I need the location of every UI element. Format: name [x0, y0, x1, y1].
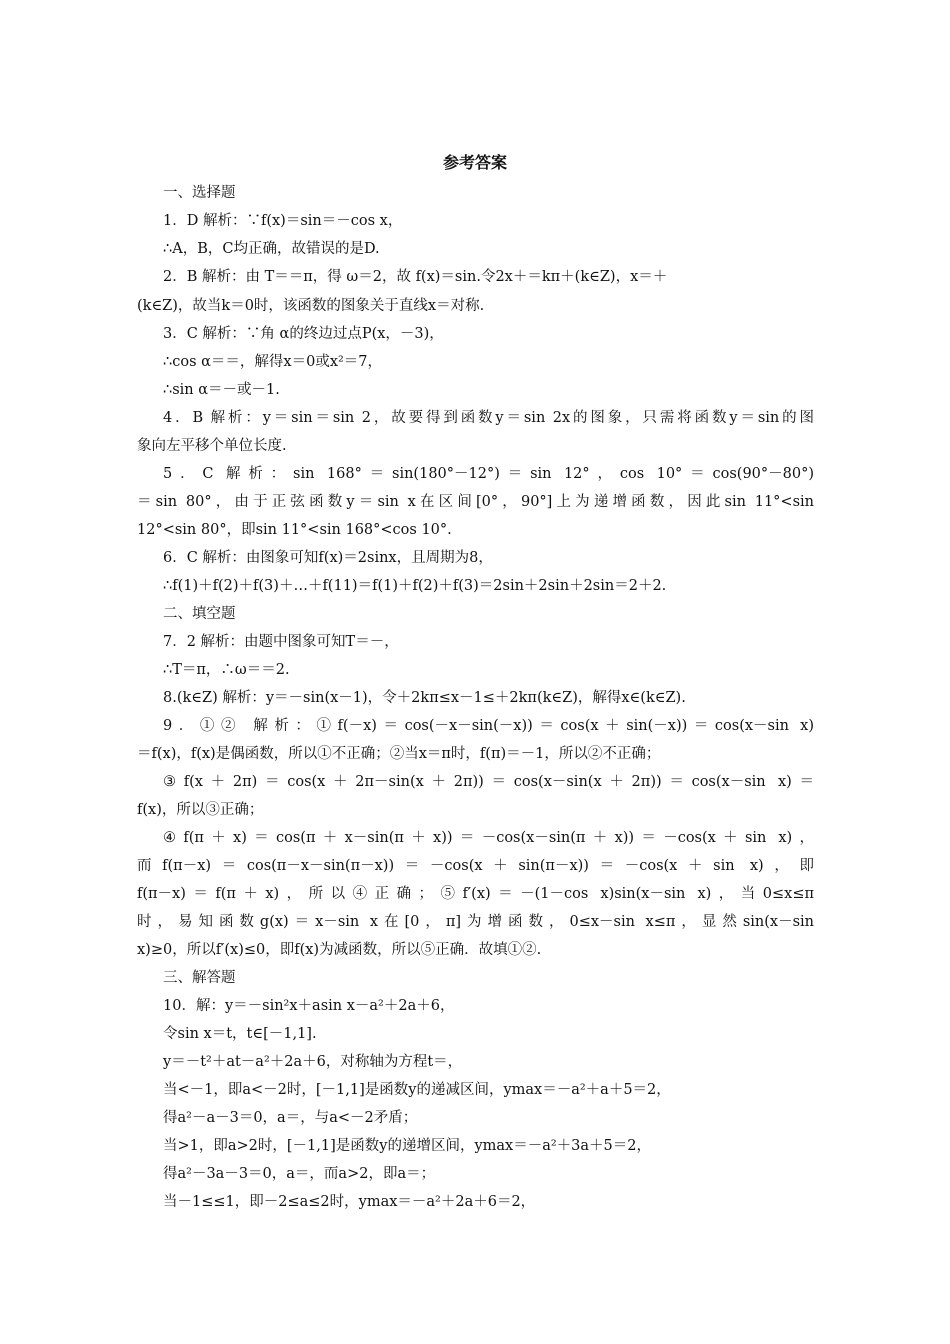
answer-10-line-5: 得a²－a－3＝0，a＝，与a<－2矛盾； — [163, 1110, 418, 1126]
answer-5-line-1: 5．C 解析：sin 168°＝sin(180°－12°)＝sin 12°，cos 10°＝cos(90°－80°) — [163, 466, 814, 482]
answer-10-line-1: 10．解：y＝－sin²x＋asin x－a²＋2a＋6， — [163, 998, 455, 1014]
answer-10-line-3: y＝－t²＋at－a²＋2a＋6，对称轴为方程t＝， — [163, 1054, 463, 1070]
answer-9-line-7: f(π－x)＝f(π＋x)，所以④正确；⑤f′(x)＝－(1－cos x)sin(x－sin x)，当0≤x≤π — [137, 886, 814, 902]
answer-9-line-4: f(x)，所以③正确； — [137, 802, 264, 818]
answer-3-line-2: ∴cos α＝＝，解得x＝0或x²＝7， — [163, 354, 383, 370]
answer-9-line-2: ＝f(x)，f(x)是偶函数，所以①不正确；②当x＝π时，f(π)＝－1，所以②不正确； — [137, 746, 661, 762]
answer-3-line-1: 3．C 解析：∵角 α的终边过点P(x，－3)， — [163, 326, 444, 342]
answer-10-line-8: 当－1≤≤1，即－2≤a≤2时，ymax＝－a²＋2a＋6＝2， — [163, 1194, 536, 1210]
answer-10-line-2: 令sin x＝t，t∈[－1,1]. — [163, 1026, 317, 1042]
answer-2-line-1: 2．B 解析：由 T＝＝π，得 ω＝2，故 f(x)＝sin.令2x＋＝kπ＋(k∈Z)，x＝＋ — [163, 269, 668, 285]
answer-10-line-6: 当>1，即a>2时，[－1,1]是函数y的递增区间，ymax＝－a²＋3a＋5＝2， — [163, 1138, 651, 1154]
answer-10-line-7: 得a²－3a－3＝0，a＝，而a>2，即a＝； — [163, 1166, 436, 1182]
answer-7-line-1: 7．2 解析：由题中图象可知T＝－， — [163, 634, 399, 650]
answer-9-line-1: 9．①② 解析：①f(－x)＝cos(－x－sin(－x))＝cos(x＋sin(－x))＝cos(x－sin x) — [163, 718, 814, 734]
answer-3-line-3: ∴sin α＝－或－1. — [163, 382, 280, 398]
answer-1-line-1: 1．D 解析：∵f(x)＝sin＝－cos x， — [163, 213, 403, 229]
section-heading-choice: 一、选择题 — [163, 185, 236, 201]
answer-9-line-3: ③f(x＋2π)＝cos(x＋2π－sin(x＋2π))＝cos(x－sin(x＋2π))＝cos(x－sin x)＝ — [163, 774, 814, 790]
page-title: 参考答案 — [442, 153, 507, 172]
answer-8-line-1: 8.(k∈Z) 解析：y＝－sin(x－1)，令＋2kπ≤x－1≤＋2kπ(k∈Z)，解得x∈(k∈Z). — [163, 690, 686, 706]
answer-4-line-2: 象向左平移个单位长度. — [137, 438, 287, 454]
answer-9-line-5: ④f(π＋x)＝cos(π＋x－sin(π＋x))＝－cos(x－sin(π＋x))＝－cos(x＋sin x)， — [163, 830, 814, 846]
answer-9-line-6: 而f(π－x)＝cos(π－x－sin(π－x))＝－cos(x＋sin(π－x))＝－cos(x＋sin x)，即 — [137, 858, 814, 874]
answer-9-line-9: x)≥0，所以f′(x)≤0，即f(x)为减函数，所以⑤正确．故填①②. — [137, 942, 542, 958]
answer-10-line-4: 当<－1，即a<－2时，[－1,1]是函数y的递减区间，ymax＝－a²＋a＋5＝2， — [163, 1082, 671, 1098]
answer-5-line-3: 12°<sin 80°，即sin 11°<sin 168°<cos 10°. — [137, 522, 452, 538]
answer-4-line-1: 4．B 解析：y＝sin＝sin 2，故要得到函数y＝sin 2x的图象，只需将函数y＝sin的图 — [163, 410, 814, 426]
answer-7-line-2: ∴T＝π，∴ω＝＝2. — [163, 662, 290, 678]
answer-1-line-2: ∴A，B，C均正确，故错误的是D. — [163, 241, 380, 257]
section-heading-fill: 二、填空题 — [163, 606, 236, 622]
answer-5-line-2: ＝sin 80°，由于正弦函数y＝sin x在区间[0°，90°]上为递增函数，因此sin 11°<sin — [137, 494, 814, 510]
section-heading-solve: 三、解答题 — [163, 970, 236, 986]
answer-6-line-1: 6．C 解析：由图象可知f(x)＝2sinx，且周期为8， — [163, 550, 493, 566]
answer-9-line-8: 时，易知函数g(x)＝x－sin x在[0，π]为增函数，0≤x－sin x≤π，显然sin(x－sin — [137, 914, 814, 930]
answer-6-line-2: ∴f(1)＋f(2)＋f(3)＋…＋f(11)＝f(1)＋f(2)＋f(3)＝2sin＋2sin＋2sin＝2＋2. — [163, 578, 667, 594]
answer-2-line-2: (k∈Z)，故当k＝0时，该函数的图象关于直线x＝对称. — [137, 298, 485, 314]
